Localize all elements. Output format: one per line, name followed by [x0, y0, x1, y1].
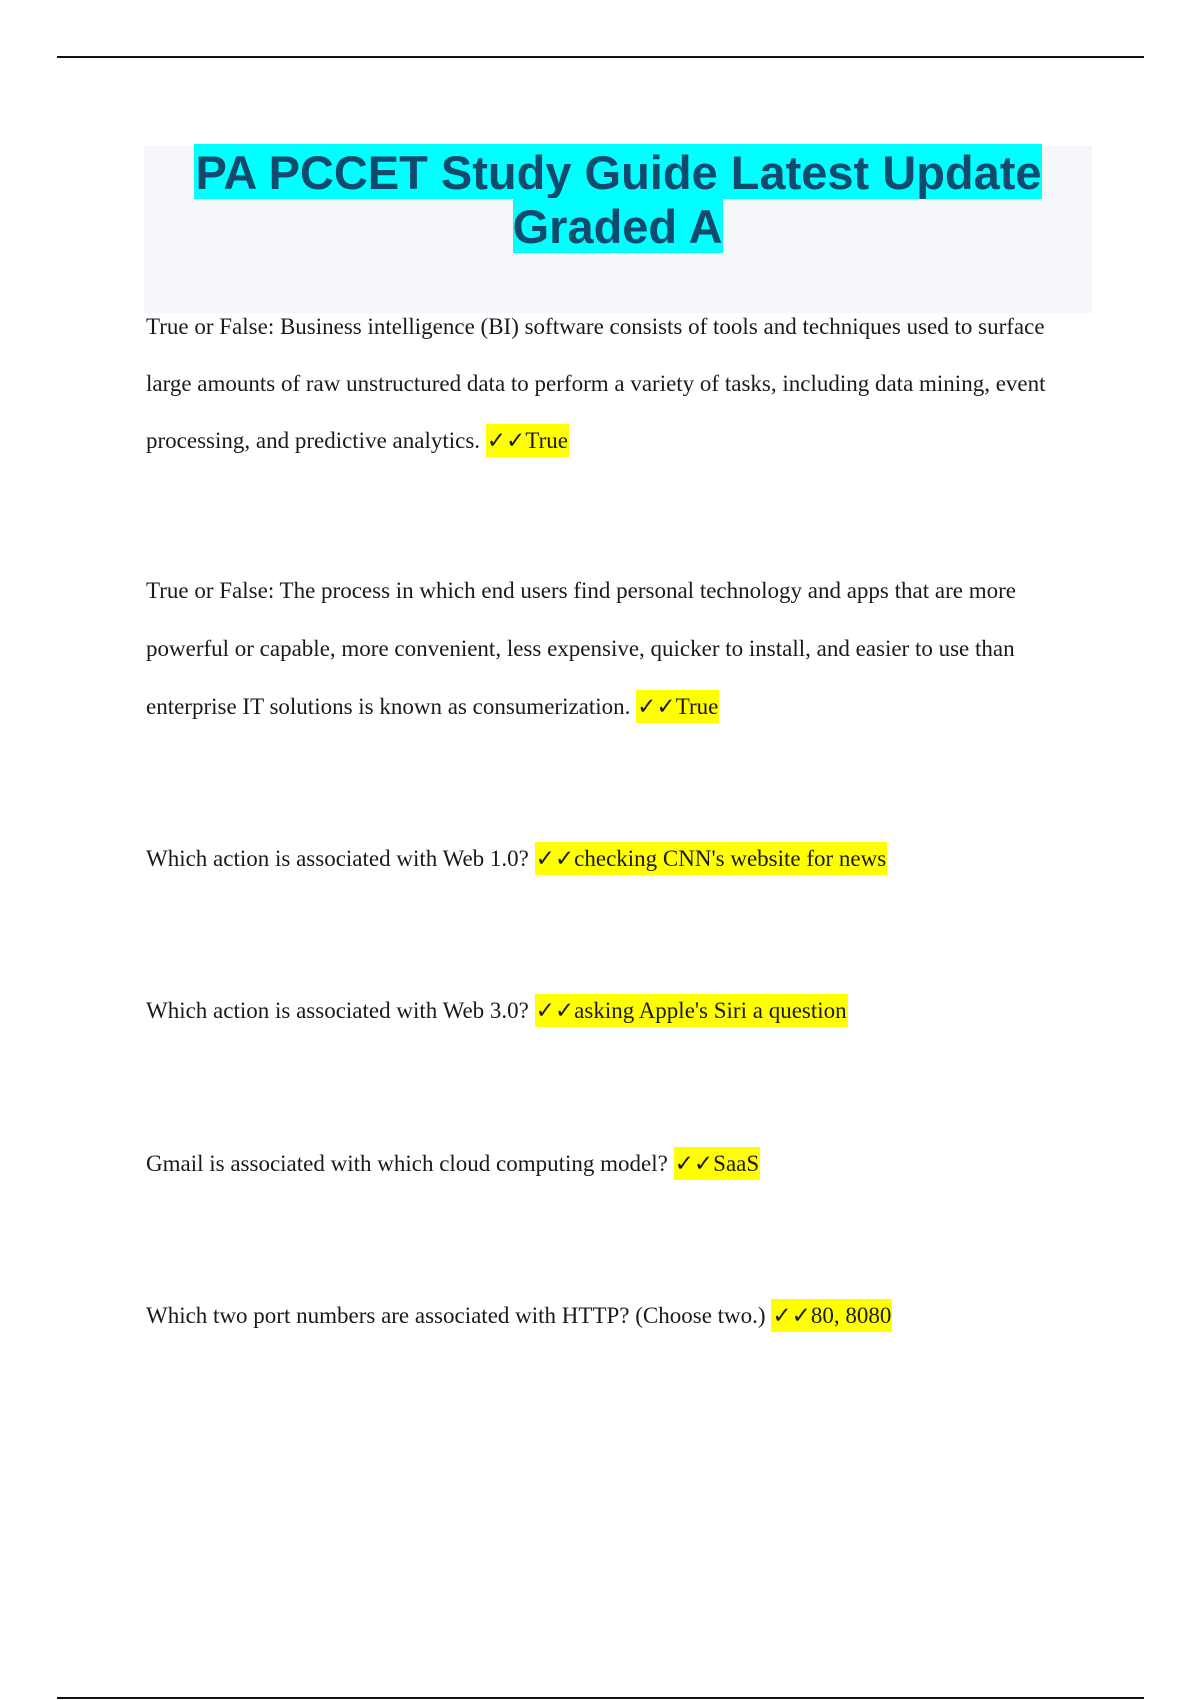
question-5 — [146, 1144, 1086, 1184]
answer-1: ✓✓True — [486, 424, 569, 457]
answer-2: ✓✓True — [636, 690, 719, 723]
footer-rule — [57, 1697, 1144, 1699]
question-3-text: Which action is associated with Web 1.0? — [146, 846, 529, 871]
question-5-text: Gmail is associated with which cloud computing model? — [146, 1151, 668, 1176]
answer-5: ✓✓SaaS — [674, 1147, 761, 1180]
answer-3: ✓✓checking CNN's website for news — [535, 842, 888, 875]
answer-4: ✓✓asking Apple's Siri a question — [535, 994, 848, 1027]
question-4-text: Which action is associated with Web 3.0? — [146, 998, 529, 1023]
header-rule — [57, 56, 1144, 58]
question-2 — [146, 562, 1086, 736]
question-2-text: True or False: The process in which end users find personal technology and apps that are more powerful or capable, more convenient, less expensive, quicker to install, and easier to use than enterprise IT solutions is known as consumerization. — [146, 578, 1016, 719]
question-1-text: True or False: Business intelligence (BI) software consists of tools and techniques used to surface large amounts of raw unstructured data to perform a variety of tasks, including data mining, event processing, and predictive analytics. — [146, 314, 1046, 453]
question-6 — [146, 1296, 1086, 1336]
question-6-text: Which two port numbers are associated with HTTP? (Choose two.) — [146, 1303, 766, 1328]
question-4 — [146, 991, 1086, 1031]
question-1 — [146, 298, 1086, 469]
document-title — [144, 146, 1092, 254]
question-3 — [146, 839, 1086, 879]
title-block — [144, 146, 1092, 313]
document-title-text: PA PCCET Study Guide Latest Update Graded A — [195, 146, 1042, 253]
answer-6: ✓✓80, 8080 — [771, 1299, 892, 1332]
